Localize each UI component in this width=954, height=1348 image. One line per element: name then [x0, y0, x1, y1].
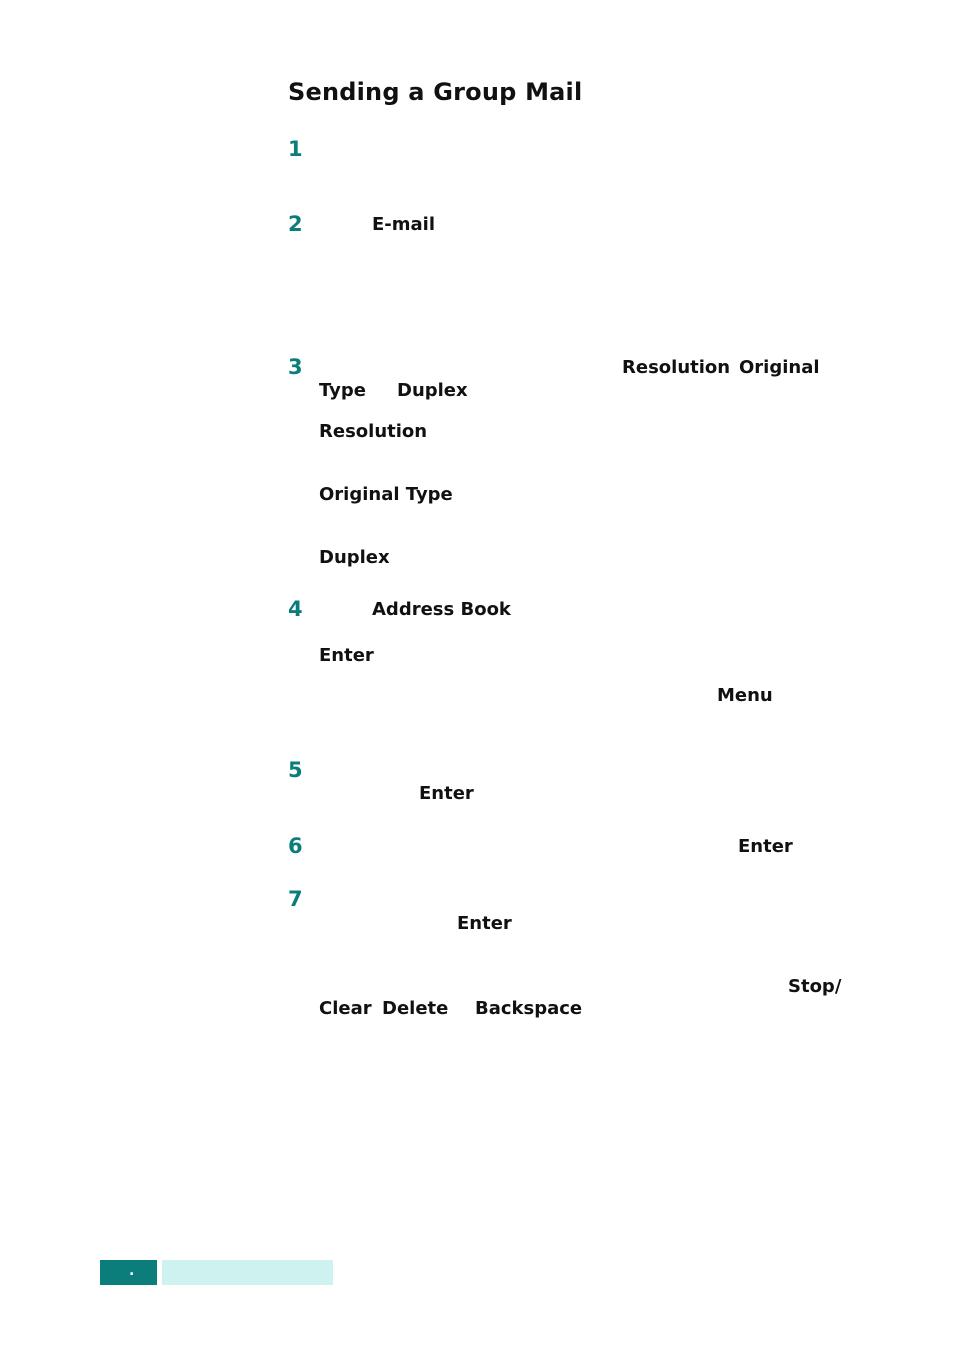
step-number-3: 3 — [288, 355, 303, 379]
option-original-type: Original Type — [319, 484, 453, 505]
keyword-clear: Clear — [319, 998, 372, 1019]
footer-page-mark: . — [129, 1263, 135, 1279]
keyword-enter: Enter — [419, 783, 474, 804]
step-number-4: 4 — [288, 597, 303, 621]
keyword-backspace: Backspace — [475, 998, 583, 1019]
option-resolution: Resolution — [319, 421, 428, 442]
keyword-duplex: Duplex — [397, 380, 468, 401]
step-number-7: 7 — [288, 887, 303, 911]
footer-chapter-bar — [162, 1260, 333, 1285]
keyword-menu: Menu — [717, 685, 773, 706]
option-duplex: Duplex — [319, 547, 390, 568]
keyword-email: E-mail — [372, 214, 436, 235]
step-number-2: 2 — [288, 212, 303, 236]
keyword-type: Type — [319, 380, 366, 401]
keyword-resolution: Resolution — [622, 357, 731, 378]
keyword-original: Original — [739, 357, 820, 378]
keyword-address-book: Address Book — [372, 599, 511, 620]
page-title: Sending a Group Mail — [288, 78, 583, 106]
keyword-delete: Delete — [382, 998, 449, 1019]
step-number-1: 1 — [288, 137, 303, 161]
step-number-5: 5 — [288, 758, 303, 782]
step-number-6: 6 — [288, 834, 303, 858]
keyword-enter: Enter — [319, 645, 374, 666]
footer-page-tab — [100, 1260, 157, 1285]
keyword-enter: Enter — [738, 836, 793, 857]
keyword-stop: Stop/ — [788, 976, 842, 997]
keyword-enter: Enter — [457, 913, 512, 934]
